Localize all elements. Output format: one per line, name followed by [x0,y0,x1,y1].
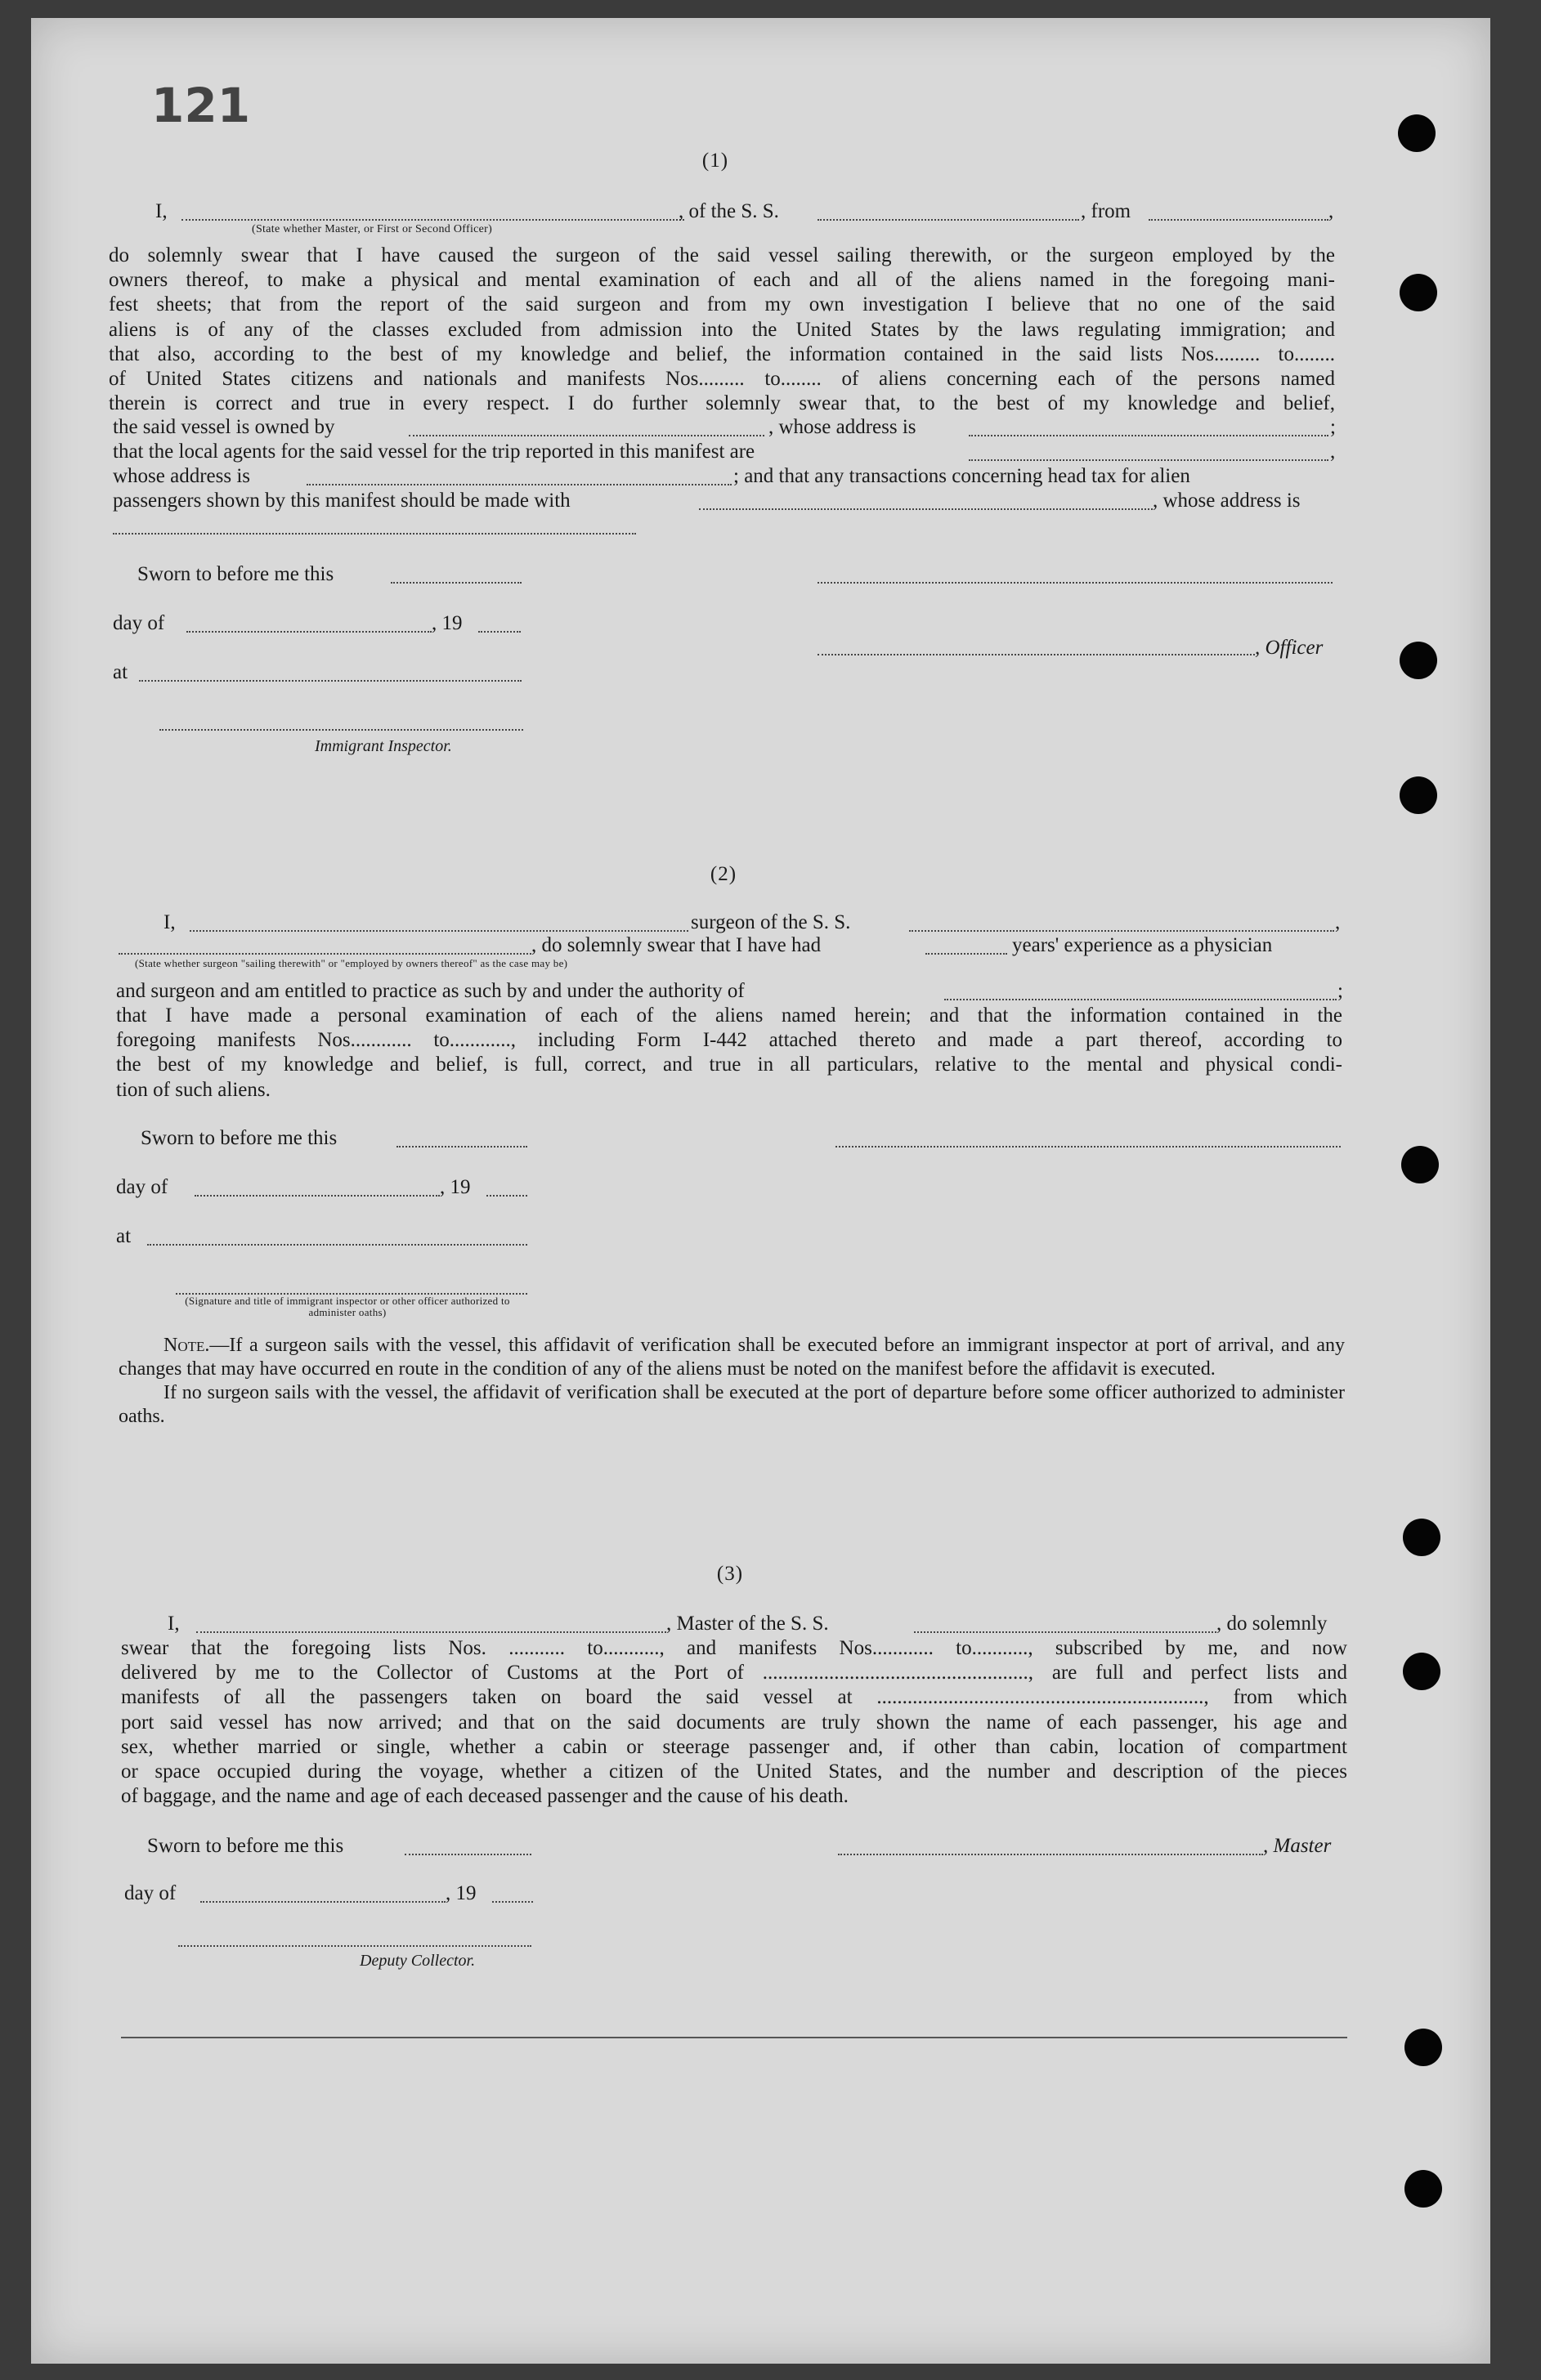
s1-transactions-label: ; and that any transactions concerning head tax for alien [733,465,1190,487]
bottom-divider [121,2037,1347,2038]
s3-deputy-label: Deputy Collector. [360,1952,476,1970]
punch-hole-8 [1404,2029,1442,2066]
s1-master-blank[interactable] [181,219,684,221]
s1-from-label: , from [1081,200,1131,222]
s1-body-line: of United States citizens and nationals and manifests Nos......... to........ of aliens concerning each of the persons named [109,368,1335,391]
s3-year-label: , 19 [446,1882,477,1904]
punch-hole-7 [1403,1653,1440,1690]
s1-body-line: aliens is of any of the classes excluded from admission into the United States by the laws regulating immigration; and [109,318,1335,341]
s1-sworn-blank[interactable] [391,582,522,584]
s1-inspector-blank[interactable] [159,729,523,731]
s1-sworn-label: Sworn to before me this [137,563,334,585]
s1-semicolon: ; [1330,416,1336,438]
s1-body [109,244,1335,416]
s1-of-ss-label: , of the S. S. [679,200,779,222]
s1-signature-blank[interactable] [818,582,1333,584]
s2-body-line: that I have made a personal examination of each of the aliens named herein; and that the information contained in the [116,1004,1342,1027]
s3-body [121,1636,1347,1809]
s1-comma-2: , [1330,441,1336,463]
s2-body [116,1004,1342,1103]
s2-years-exp-label: years' experience as a physician [1012,934,1273,956]
s1-body-line: therein is correct and true in every respect. I do further solemnly swear that, to the best of my knowledge and belief, [109,392,1335,415]
s1-body-line: fest sheets; that from the report of the said surgeon and from my own investigation I believe that no one of the said [109,293,1335,316]
s1-from-blank[interactable] [1149,219,1328,221]
s3-day-blank[interactable] [200,1901,446,1903]
s2-sworn-blank[interactable] [396,1146,527,1148]
s2-vessel-blank[interactable] [909,930,1334,932]
s3-year-blank[interactable] [492,1901,533,1903]
s3-body-line: delivered by me to the Collector of Customs at the Port of ...................................................., are full and perfect lists and [121,1662,1347,1684]
s1-day-of-label: day of [113,612,165,634]
s1-body-line: owners thereof, to make a physical and mental examination of each and all of the aliens named in the foregoing mani- [109,269,1335,292]
s2-note-text: —If a surgeon sails with the vessel, this affidavit of verification shall be executed before an immigrant inspector at port of arrival, and any changes that may have occurred en route in the condition of any of the aliens must be noted on the manifest before the affidavit is executed. [119,1335,1345,1380]
s2-signature-note [184,1295,511,1318]
s1-owner-address-blank[interactable] [969,435,1328,436]
s1-inspector-label: Immigrant Inspector. [315,737,452,755]
s3-master-label: , Master [1263,1835,1332,1857]
punch-hole-9 [1404,2170,1442,2208]
s3-signature-blank[interactable] [838,1854,1263,1855]
s2-at-blank[interactable] [147,1244,527,1246]
section-2-number: (2) [710,863,737,885]
s2-surgeon-type-blank[interactable] [119,953,531,955]
s2-year-label: , 19 [440,1176,471,1198]
s1-headtax-address-blank[interactable] [113,533,636,535]
s3-body-line: swear that the foregoing lists Nos. ........... to..........., and manifests Nos............ to..........., subscribed by me, and now [121,1637,1347,1659]
s2-signature-note-text: (Signature and title of immigrant inspector or other officer authorized to administer oaths) [185,1295,510,1318]
s1-year-blank[interactable] [478,631,521,633]
s1-officer-blank[interactable] [818,654,1255,655]
s3-sworn-label: Sworn to before me this [147,1835,344,1857]
s1-whose-address-label-2: whose address is [113,465,251,487]
s3-vessel-blank[interactable] [914,1631,1216,1633]
punch-hole-2 [1400,274,1437,311]
s1-master-note: (State whether Master, or First or Second Officer) [252,223,493,235]
s3-deputy-blank[interactable] [178,1945,531,1947]
s2-surgeon-note: (State whether surgeon "sailing therewith" or "employed by owners thereof" as the case may be) [135,957,568,969]
s1-i-label: I, [155,200,168,222]
s3-body-line: manifests of all the passengers taken on board the said vessel at ................................................................, from which [121,1686,1347,1709]
s2-semicolon: ; [1337,980,1343,1002]
s2-note-para-1 [119,1334,1345,1381]
s1-comma: , [1328,200,1334,222]
s2-surgeon-of-label: surgeon of the S. S. [691,911,851,933]
s1-agents-address-blank[interactable] [307,484,732,485]
section-3-number: (3) [716,1563,744,1585]
punch-hole-4 [1400,776,1437,814]
s2-at-label: at [116,1225,132,1247]
s2-years-blank[interactable] [925,953,1007,955]
s1-local-agents-label: that the local agents for the said vessel for the trip reported in this manifest are [113,441,755,463]
punch-hole-5 [1401,1146,1439,1183]
s3-sworn-blank[interactable] [405,1854,531,1855]
s1-body-line: do solemnly swear that I have caused the surgeon of the said vessel sailing therewith, or the surgeon employed by the [109,244,1335,266]
s3-i-label: I, [168,1613,180,1635]
s2-authority-label: and surgeon and am entitled to practice as such by and under the authority of [116,980,745,1002]
s2-note-para-2: If no surgeon sails with the vessel, the affidavit of verification shall be executed at the port of departure before some officer authorized to administer oaths. [119,1382,1345,1427]
s2-i-label: I, [164,911,176,933]
s1-owned-by-label: the said vessel is owned by [113,416,335,438]
s1-year-label: , 19 [432,612,463,634]
s2-day-blank[interactable] [195,1195,440,1197]
section-1-number: (1) [701,150,729,172]
s3-master-of-label: , Master of the S. S. [666,1613,829,1635]
s2-note [119,1334,1345,1429]
s2-comma: , [1335,911,1341,933]
s2-do-solemnly-label: , do solemnly swear that I have had [531,934,822,956]
s1-officer-label: , Officer [1255,637,1324,659]
s1-whose-address-label-3: , whose address is [1153,490,1301,512]
s3-do-solemnly-label: , do solemnly [1216,1613,1328,1635]
s1-owner-blank[interactable] [409,435,764,436]
s2-surgeon-blank[interactable] [190,930,688,932]
s1-body-line: that also, according to the best of my knowledge and belief, the information contained in the said lists Nos......... to........ [109,342,1335,365]
s3-body-line: port said vessel has now arrived; and that on the said documents are truly shown the name of each passenger, his age and [121,1711,1347,1734]
s3-body-line: or space occupied during the voyage, whether a citizen of the United States, and the number and description of the pieces [121,1760,1347,1783]
s2-year-blank[interactable] [486,1195,527,1197]
punch-hole-1 [1398,114,1436,152]
s2-body-line: foregoing manifests Nos............ to............, including Form I-442 attached thereto and made a part thereof, according to [116,1029,1342,1052]
s1-headtax-blank[interactable] [699,508,1153,510]
s1-whose-address-label: , whose address is [768,416,916,438]
s1-passengers-label: passengers shown by this manifest should be made with [113,490,571,512]
s2-body-last-line: tion of such aliens. [116,1078,271,1101]
punch-hole-6 [1403,1519,1440,1556]
s2-sworn-label: Sworn to before me this [141,1127,338,1149]
s1-agents-blank[interactable] [969,459,1328,461]
s2-signature-blank[interactable] [835,1146,1341,1148]
s2-authority-blank[interactable] [944,999,1337,1000]
s1-at-label: at [113,661,128,683]
s3-master-blank[interactable] [196,1631,666,1633]
s2-day-of-label: day of [116,1176,168,1198]
s1-line-i [155,199,168,224]
s2-note-label: Note. [164,1335,210,1356]
punch-hole-3 [1400,642,1437,679]
handwritten-number: 121 [151,78,251,133]
s3-body-last-line: of baggage, and the name and age of each deceased passenger and the cause of his death. [121,1785,849,1808]
s3-day-of-label: day of [124,1882,177,1904]
s1-at-blank[interactable] [139,680,522,682]
s1-vessel-blank[interactable] [818,219,1079,221]
s3-body-line: sex, whether married or single, whether a cabin or steerage passenger and, if other than cabin, location of compartment [121,1735,1347,1758]
s1-day-blank[interactable] [186,631,432,633]
s2-body-line: the best of my knowledge and belief, is full, correct, and true in all particulars, relative to the mental and physical condi- [116,1054,1342,1076]
